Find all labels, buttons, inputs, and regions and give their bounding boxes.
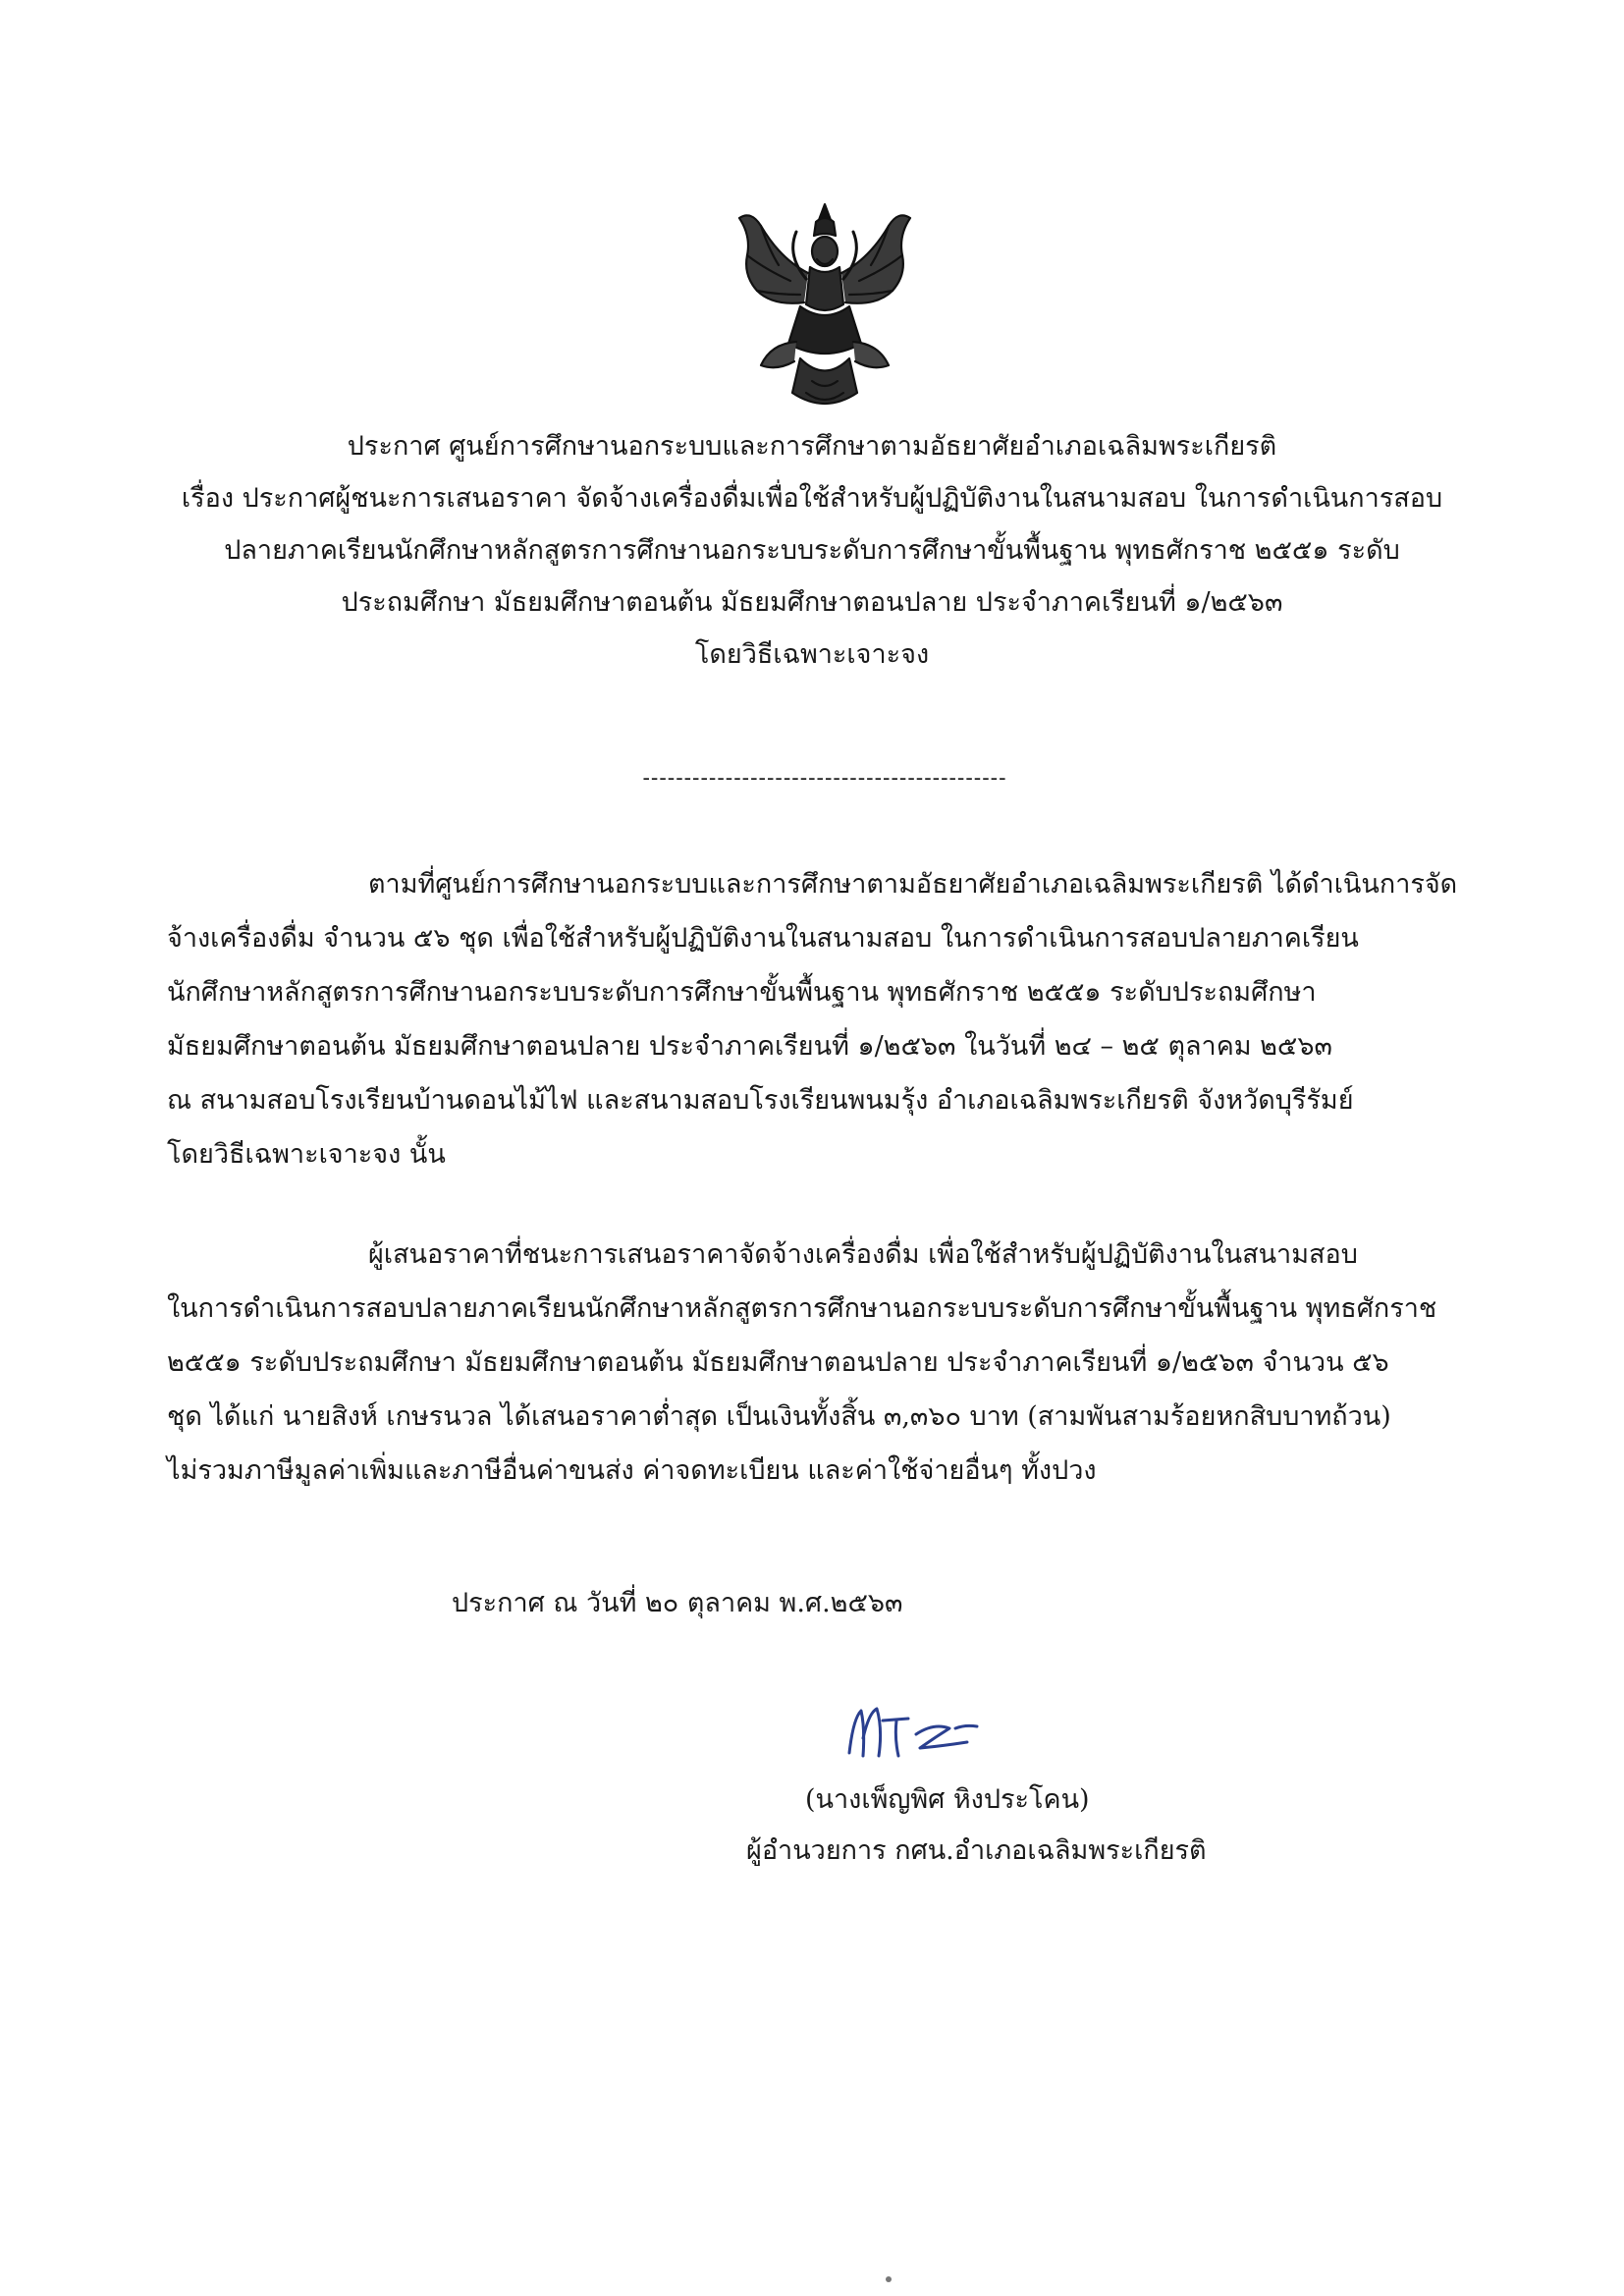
paragraph-line: จ้างเครื่องดื่ม จำนวน ๕๖ ชุด เพื่อใช้สำหรับผู้ปฏิบัติงานในสนามสอบ ในการดำเนินการสอบปลายภาคเรียน — [167, 923, 1359, 954]
signer-title: ผู้อำนวยการ กศน.อำเภอเฉลิมพระเกียรติ — [746, 1835, 1207, 1866]
paragraph-line: มัธยมศึกษาตอนต้น มัธยมศึกษาตอนปลาย ประจำภาคเรียนที่ ๑/๒๕๖๓ ในวันที่ ๒๔ – ๒๕ ตุลาคม ๒๕๖๓ — [167, 1031, 1332, 1062]
paragraph-line: นักศึกษาหลักสูตรการศึกษานอกระบบระดับการศึกษาขั้นพื้นฐาน พุทธศักราช ๒๕๕๑ ระดับประถมศึกษา — [167, 977, 1317, 1008]
signer-name: (นางเพ็ญพิศ หิงประโคน) — [805, 1784, 1090, 1815]
paragraph-line: ณ สนามสอบโรงเรียนบ้านดอนไม้ไฟ และสนามสอบโรงเรียนพนมรุ้ง อำเภอเฉลิมพระเกียรติ จังหวัดบุรีรัมย์ — [167, 1085, 1354, 1116]
header-line-3: ปลายภาคเรียนนักศึกษาหลักสูตรการศึกษานอกระบบระดับการศึกษาขั้นพื้นฐาน พุทธศักราช ๒๕๕๑ ระดับ — [224, 535, 1400, 566]
handwritten-signature — [839, 1699, 1001, 1768]
paragraph-line: ตามที่ศูนย์การศึกษานอกระบบและการศึกษาตามอัธยาศัยอำเภอเฉลิมพระเกียรติ ได้ดำเนินการจัด — [368, 869, 1458, 900]
paragraph-line: ชุด ได้แก่ นายสิงห์ เกษรนวล ได้เสนอราคาต่ำสุด เป็นเงินทั้งสิ้น ๓,๓๖๐ บาท (สามพันสามร้อยหกสิบบาทถ้วน) — [167, 1401, 1391, 1432]
header-line-1: ประกาศ ศูนย์การศึกษานอกระบบและการศึกษาตามอัธยาศัยอำเภอเฉลิมพระเกียรติ — [347, 431, 1277, 462]
header-line-5: โดยวิธีเฉพาะเจาะจง — [694, 639, 930, 670]
scan-mark — [886, 2276, 892, 2282]
paragraph-line: โดยวิธีเฉพาะเจาะจง นั้น — [167, 1139, 446, 1170]
paragraph-line: ผู้เสนอราคาที่ชนะการเสนอราคาจัดจ้างเครื่องดื่ม เพื่อใช้สำหรับผู้ปฏิบัติงานในสนามสอบ — [368, 1239, 1358, 1270]
paragraph-line: ในการดำเนินการสอบปลายภาคเรียนนักศึกษาหลักสูตรการศึกษานอกระบบระดับการศึกษาขั้นพื้นฐาน พุทธศักราช — [167, 1293, 1437, 1324]
body-paragraph-1 — [167, 857, 1473, 1181]
paragraph-line: ไม่รวมภาษีมูลค่าเพิ่มและภาษีอื่นค่าขนส่ง ค่าจดทะเบียน และค่าใช้จ่ายอื่นๆ ทั้งปวง — [167, 1455, 1097, 1486]
garuda-emblem-icon — [722, 196, 928, 417]
announcement-header — [118, 420, 1506, 681]
section-divider: -------------------------------------------- — [642, 766, 1007, 791]
header-line-4: ประถมศึกษา มัธยมศึกษาตอนต้น มัธยมศึกษาตอนปลาย ประจำภาคเรียนที่ ๑/๒๕๖๓ — [341, 587, 1283, 618]
body-paragraph-2 — [167, 1228, 1473, 1498]
paragraph-line: ๒๕๕๑ ระดับประถมศึกษา มัธยมศึกษาตอนต้น มัธยมศึกษาตอนปลาย ประจำภาคเรียนที่ ๑/๒๕๖๓ จำนวน ๕๖ — [167, 1347, 1389, 1378]
header-line-2: เรื่อง ประกาศผู้ชนะการเสนอราคา จัดจ้างเครื่องดื่มเพื่อใช้สำหรับผู้ปฏิบัติงานในสนามสอบ ในการดำเนินการสอบ — [181, 483, 1443, 514]
announcement-date: ประกาศ ณ วันที่ ๒๐ ตุลาคม พ.ศ.๒๕๖๓ — [452, 1588, 903, 1618]
